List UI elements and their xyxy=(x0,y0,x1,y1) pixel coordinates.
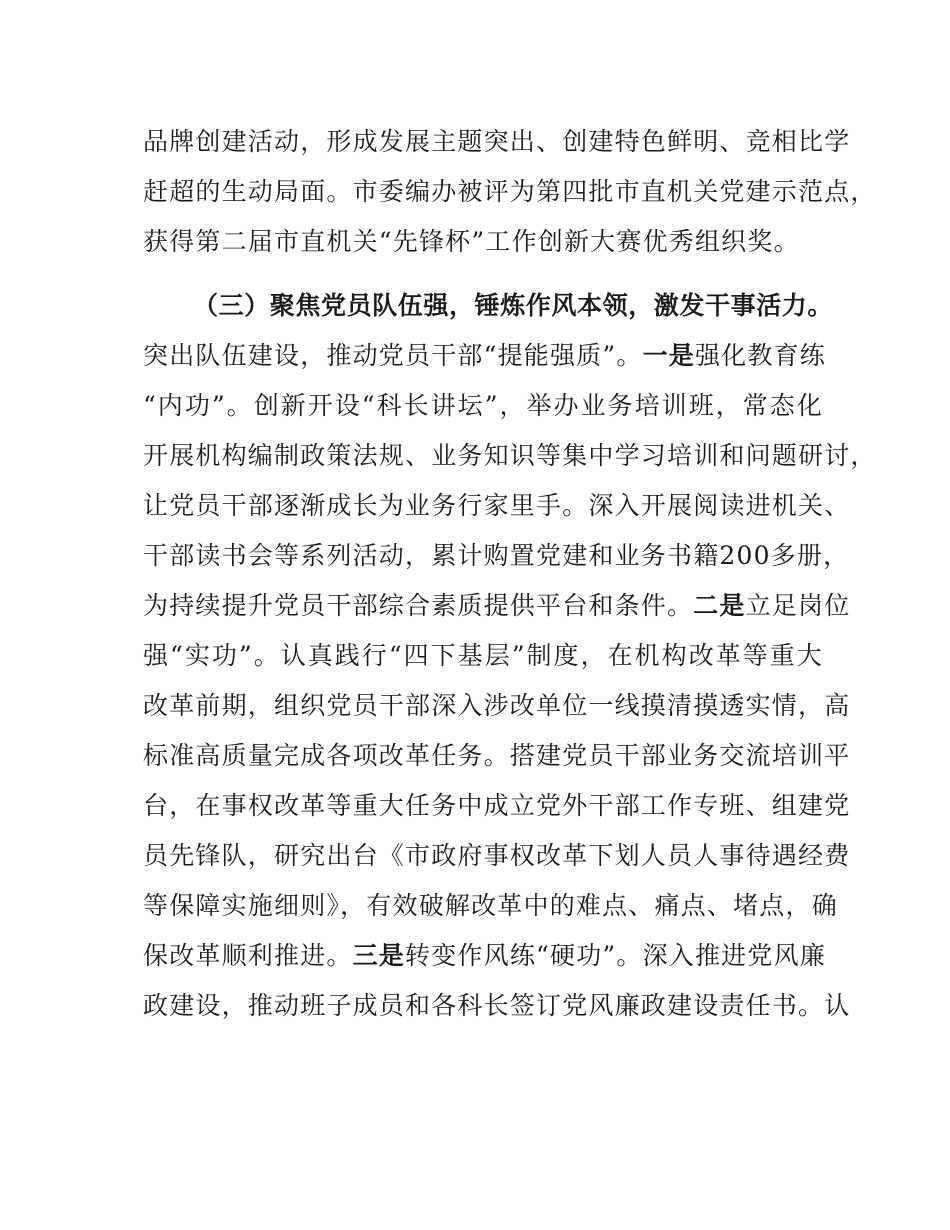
emphasis-second: 二是 xyxy=(693,591,746,620)
line-text-tail: 转变作风练“硬功”。深入推进党风廉 xyxy=(405,941,826,970)
paragraph-2-line-9: 标准高质量完成各项改革任务。搭建党员干部业务交流培训平 xyxy=(143,741,851,770)
paragraph-2-line-1 xyxy=(143,336,826,376)
line-text: 保改革顺利推进。 xyxy=(143,941,353,970)
paragraph-2-line-11: 员先锋队，研究出台《市政府事权改革下划人员人事待遇经费 xyxy=(143,841,851,870)
paragraph-2-line-12: 等保障实施细则》，有效破解改革中的难点、痛点、堵点，确 xyxy=(143,891,838,920)
paragraph-2-line-14: 政建设，推动班子成员和各科长签订党风廉政建设责任书。认 xyxy=(143,991,851,1020)
paragraph-1-line-2: 赶超的生动局面。市委编办被评为第四批市直机关党建示范点， xyxy=(143,177,877,206)
paragraph-2-line-2: “内功”。创新开设“科长讲坛”，举办业务培训班，常态化 xyxy=(143,391,823,420)
paragraph-2-line-7: 强“实功”。认真践行“四下基层”制度，在机构改革等重大 xyxy=(143,641,823,670)
emphasis-third: 三是 xyxy=(352,941,406,970)
section-heading: （三）聚焦党员队伍强，锤炼作风本领，激发干事活力。 xyxy=(193,291,834,320)
paragraph-2-line-4: 让党员干部逐渐成长为业务行家里手。深入开展阅读进机关、 xyxy=(143,491,851,520)
emphasis-first: 一是 xyxy=(642,341,695,370)
paragraph-1-line-1: 品牌创建活动，形成发展主题突出、创建特色鲜明、竞相比学 xyxy=(143,127,851,156)
line-text-tail: 立足岗位 xyxy=(745,591,851,620)
paragraph-2-line-3: 开展机构编制政策法规、业务知识等集中学习培训和问题研讨， xyxy=(143,441,877,470)
paragraph-1-line-3: 获得第二届市直机关“先锋杯”工作创新大赛优秀组织奖。 xyxy=(143,227,800,256)
paragraph-2-line-8: 改革前期，组织党员干部深入涉改单位一线摸清摸透实情，高 xyxy=(143,691,851,720)
line-text: 突出队伍建设，推动党员干部“提能强质”。 xyxy=(143,341,643,370)
paragraph-2-line-13 xyxy=(143,936,826,976)
paragraph-2-line-6 xyxy=(143,586,851,626)
line-text: 为持续提升党员干部综合素质提供平台和条件。 xyxy=(143,591,694,620)
paragraph-2-line-5: 干部读书会等系列活动，累计购置党建和业务书籍200多册， xyxy=(143,541,850,570)
paragraph-2-line-10: 台，在事权改革等重大任务中成立党外干部工作专班、组建党 xyxy=(143,791,851,820)
line-text-tail: 强化教育练 xyxy=(694,341,826,370)
